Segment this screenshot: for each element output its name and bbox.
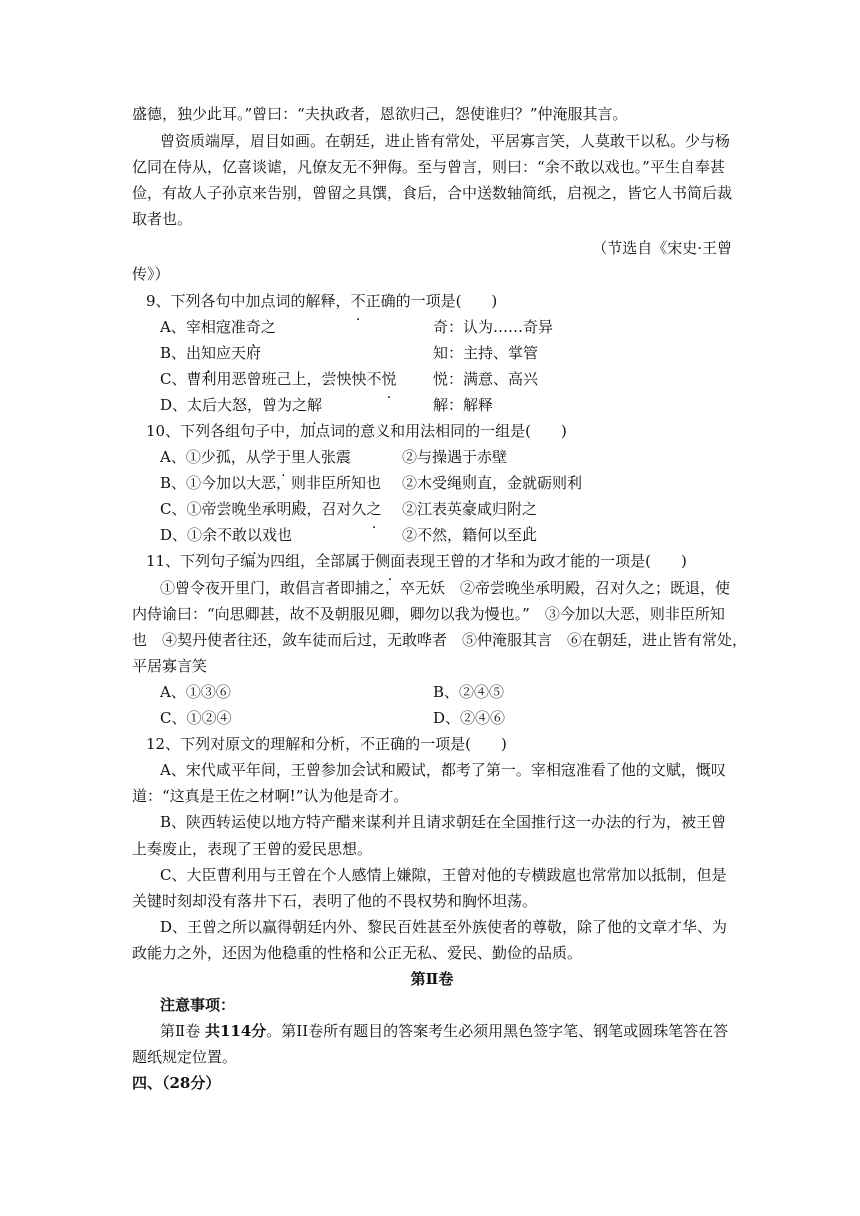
q9-option-d: D、太后大怒，曾为之解	[160, 396, 323, 414]
q10-option-d-2: ②不然，籍何以至此	[402, 526, 538, 544]
q9-option-c-explanation: 悦：满意、高兴	[433, 370, 539, 388]
q11-option-a: A、①③⑥	[160, 683, 231, 701]
q9-option-a: A、宰相寇准奇之	[160, 318, 276, 336]
q11-option-c: C、①②④	[160, 709, 232, 727]
passage-paragraph-2-line-1: 曾资质端厚，眉目如画。在朝廷，进止皆有常处，平居寡言笑，人莫敢干以私。少与杨	[160, 132, 731, 150]
q11-option-b: B、②④⑤	[433, 683, 505, 701]
q10-option-c-1: C、①帝尝晚坐承明殿，召对久之	[160, 500, 382, 518]
q9-option-b: B、出知应天府	[160, 344, 262, 362]
passage-source-continued: 传》）	[132, 265, 170, 283]
q9-option-c: C、曹利用恶曾班己上，尝怏怏不悦	[160, 370, 397, 388]
q10-option-b-1: B、①今加以大恶，则非臣所知也	[160, 474, 382, 492]
emphasis-dot-char: 不	[350, 292, 366, 310]
passage-paragraph-1: 盛德，独少此耳。”曾曰：“夫执政者，恩欲归己，怨使谁归？”仲淹服其言。	[132, 105, 628, 123]
q10-option-b-2: ②木受绳则直，金就砺则利	[402, 474, 583, 492]
notice-text-line-2: 题纸规定位置。	[132, 1048, 238, 1066]
q12-option-c-line-1: C、大臣曹利用与王曾在个人感情上嫌隙，王曾对他的专横跋扈也常常加以抵制，但是	[160, 866, 727, 884]
passage-paragraph-2-line-4: 取者也。	[132, 210, 193, 228]
q11-items-line-2: 内侍谕曰：“向思卿甚，故不及朝服见卿，卿勿以我为慢也。” ③今加以大恶，则非臣所知	[132, 605, 725, 623]
passage-paragraph-2-line-3: 俭，有故人子孙京来告别，曾留之具馔，食后，合中送数轴简纸，启视之，皆它人书简后裁	[132, 184, 733, 202]
notice-text-line-1: 第Ⅱ卷 共114分。第II卷所有题目的答案考生必须用黑色签字笔、钢笔或圆珠笔答在答	[160, 1022, 729, 1040]
q10-option-a-1: A、①少孤，从学于里人张震	[160, 448, 351, 466]
q12-option-d-line-2: 政能力之外，还因为他稳重的性格和公正无私、爱民、勤俭的品质。	[132, 944, 583, 962]
q12-option-a-line-2: 道：“这真是王佐之材啊!”认为他是奇才。	[132, 787, 409, 805]
q9-option-a-explanation: 奇：认为……奇异	[433, 318, 554, 336]
passage-source: （节选自《宋史·王曾	[592, 239, 732, 257]
q9-option-b-explanation: 知：主持、掌管	[433, 344, 539, 362]
q11-option-d: D、②④⑥	[433, 709, 506, 727]
q12-option-a-line-1: A、宋代咸平年间，王曾参加会试和殿试，都考了第一。宰相寇准看了他的文赋，慨叹	[160, 761, 726, 779]
section-2-title: 第Ⅱ卷	[410, 970, 454, 988]
q10-option-a-2: ②与操遇于赤壁	[402, 448, 508, 466]
q12-option-b-line-1: B、陕西转运使以地方特产醋来谋利并且请求朝廷在全国推行这一办法的行为，被王曾	[160, 813, 727, 831]
q12-option-d-line-1: D、王曾之所以赢得朝廷内外、黎民百姓甚至外族使者的尊敬，除了他的文章才华、为	[160, 918, 728, 936]
q10-stem: 10、下列各组句子中，加点词的意义和用法相同的一组是( )	[146, 422, 567, 440]
q12-option-c-line-2: 关键时刻却没有落井下石，表明了他的不畏权势和胸怀坦荡。	[132, 892, 538, 910]
part-4-heading: 四、（28分）	[132, 1074, 221, 1092]
q10-option-c-2: ②江表英豪咸归附之	[402, 500, 538, 518]
q11-items-line-4: 平居寡言笑	[132, 657, 208, 675]
q11-items-line-1: ①曾令夜开里门，敢倡言者即捕之，卒无妖 ②帝尝晚坐承明殿，召对久之；既退，使	[160, 579, 731, 597]
q9-stem: 9、下列各句中加点词的解释，不正确的一项是( )	[146, 288, 732, 314]
notice-label: 注意事项：	[160, 996, 236, 1014]
q9-option-d-explanation: 解：解释	[433, 396, 494, 414]
q12-stem: 12、下列对原文的理解和分析，不正确的一项是( )	[146, 735, 507, 753]
q12-option-b-line-2: 上奏废止，表现了王曾的爱民思想。	[132, 840, 373, 858]
q11-stem: 11、下列句子编为四组，全部属于侧面表现王曾的才华和为政才能的一项是( )	[146, 552, 687, 570]
q11-items-line-3: 也 ④契丹使者往还，敛车徒而后过，无敢哗者 ⑤仲淹服其言 ⑥在朝廷，进止皆有常处，	[132, 631, 748, 649]
passage-paragraph-2-line-2: 亿同在侍从，亿喜谈谑，凡僚友无不狎侮。至与曾言，则曰：“余不敢以戏也。”平生自奉甚	[132, 158, 725, 176]
q10-option-d-1: D、①余不敢以戏也	[160, 526, 293, 544]
